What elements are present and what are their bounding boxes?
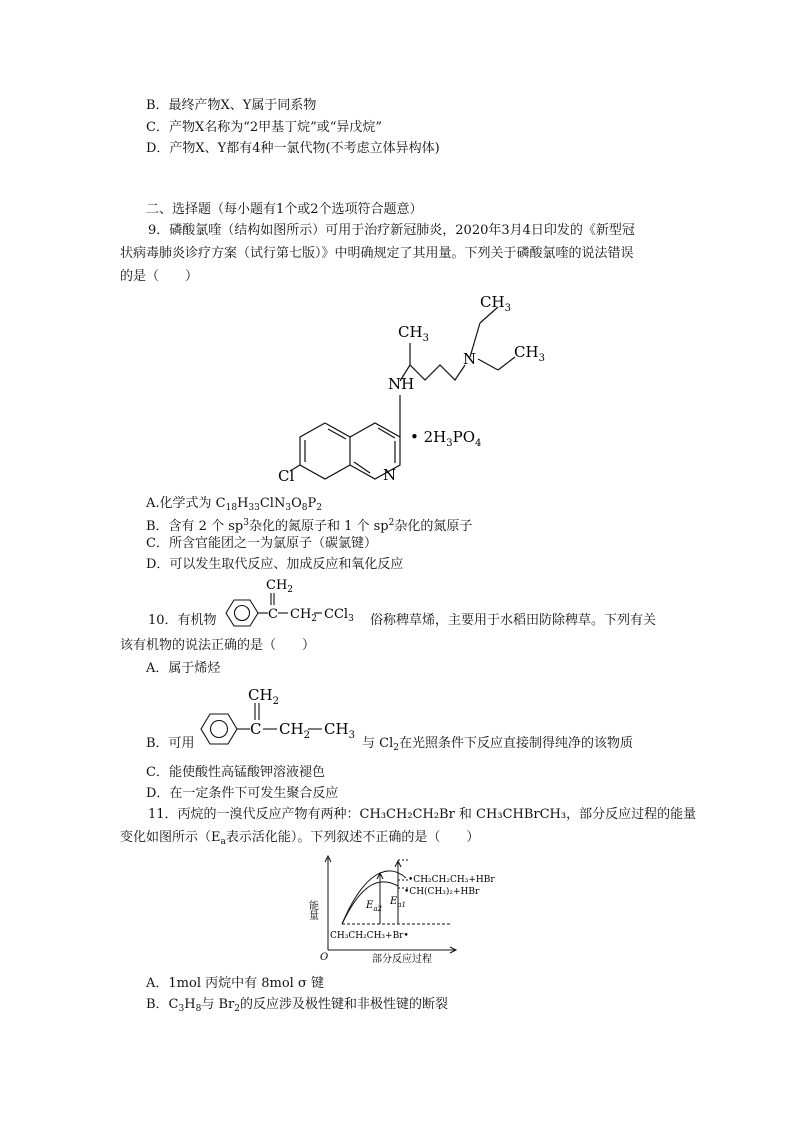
- q11-stem-line2-end: 表示活化能）。下列叙述不正确的是（ ）: [225, 830, 480, 845]
- q8-option-b: B．最终产物X、Y属于同系物: [146, 98, 317, 113]
- y-axis-label: 能量: [306, 900, 318, 920]
- x-axis-label: 部分反应过程: [372, 954, 432, 965]
- formula-part: 18: [225, 503, 238, 513]
- q11-option-b-end: 的反应涉及极性键和非极性键的断裂: [239, 997, 448, 1012]
- formula-part: 8: [195, 1004, 202, 1014]
- formula-part: 2: [234, 1004, 240, 1014]
- q9-option-c: C．所含官能团之一为氯原子（碳氯键）: [146, 536, 377, 551]
- ch3-mid-sub: 3: [422, 333, 429, 344]
- formula-part: 与 Br: [201, 997, 235, 1012]
- b-ch2-top-sub: 2: [272, 696, 279, 707]
- q11-stem-line1: 11．丙烷的一溴代反应产物有两种：CH₃CH₂CH₂Br 和 CH₃CHBrCH₃，部分反应过程的能量: [148, 807, 697, 822]
- q10-option-b-prefix: B．可用: [146, 736, 195, 751]
- formula-part: 2: [316, 503, 322, 513]
- energy-diagram: [308, 852, 518, 964]
- reactant-label: CH₃CH₂CH₃+Br•: [330, 931, 409, 941]
- q10-option-b-structure: [198, 683, 364, 753]
- q10-ccl3: CCl: [324, 607, 349, 622]
- salt-text: • 2H: [410, 428, 447, 446]
- q10-option-d: D．在一定条件下可发生聚合反应: [146, 786, 339, 801]
- origin-label: O: [320, 952, 329, 963]
- q10-ch2-top: CH: [266, 578, 288, 593]
- q10-option-b-cl-sub: 2: [393, 743, 399, 753]
- q9-option-b: [146, 514, 472, 536]
- q10-ccl3-sub: 3: [348, 614, 354, 624]
- q10-option-b-rest: 在光照条件下反应直接制得纯净的该物质: [398, 736, 633, 751]
- sp2-superscript: 2: [388, 518, 395, 528]
- svg-text:CH2: [266, 578, 293, 595]
- ea-subscript: a: [220, 837, 226, 847]
- q9-option-d: D．可以发生取代反应、加成反应和氧化反应: [146, 557, 404, 572]
- q10-ch2-chain: CH: [290, 607, 312, 622]
- chlorine-label: Cl: [278, 467, 295, 485]
- ea1-label: E: [390, 896, 398, 907]
- svg-text:CH3: [324, 720, 355, 741]
- sp3-superscript: 3: [243, 518, 249, 528]
- q9-stem-line3: 的是（ ）: [120, 269, 199, 284]
- ch3-right-text: CH: [514, 343, 539, 361]
- ea2-label: E: [366, 900, 374, 911]
- q11-option-a: A．1mol 丙烷中有 8mol σ 键: [146, 976, 324, 991]
- b-ch2-chain-sub: 2: [303, 730, 310, 741]
- salt-sub1: 3: [446, 438, 453, 449]
- ch3-mid-text: CH: [398, 323, 423, 341]
- svg-text:• 2H3PO4: [410, 428, 481, 449]
- ch3-top-sub: 3: [504, 303, 511, 314]
- b-ch2-chain: CH: [279, 720, 304, 738]
- salt-sub2: 4: [475, 438, 482, 449]
- formula-part: 3: [178, 1004, 185, 1014]
- ch3-right-sub: 3: [538, 353, 545, 364]
- b-ch3: CH: [324, 720, 349, 738]
- product-1-label: •CH₂CH₂CH₃+HBr: [408, 875, 495, 885]
- svg-text:CH3: [480, 293, 511, 314]
- q10-stem-line2: 该有机物的说法正确的是（ ）: [120, 638, 316, 653]
- q8-option-c: C．产物X名称为“2甲基丁烷”或“异戊烷”: [146, 120, 383, 135]
- svg-text:Ea1: [389, 896, 406, 909]
- q10-option-b-cl: 与 Cl: [362, 736, 394, 751]
- section-title: 二、选择题（每小题有1个或2个选项符合题意）: [146, 202, 423, 217]
- q10-structure: [218, 575, 370, 635]
- svg-text:CH2: [248, 686, 279, 707]
- svg-text:CH2: [290, 607, 317, 624]
- svg-text:CH3: [514, 343, 545, 364]
- formula-part: 3: [285, 503, 292, 513]
- salt-mid: PO: [452, 428, 476, 446]
- ea1-sub: a1: [397, 901, 406, 909]
- q10-option-b-suffix: [362, 735, 633, 757]
- formula-part: O: [291, 496, 302, 511]
- q10-stem-prefix: 10．有机物: [148, 613, 217, 628]
- svg-text:CCl3: [324, 607, 354, 624]
- q11-option-b: [146, 996, 448, 1018]
- b-c-atom: C: [250, 720, 262, 738]
- q9-option-a-prefix: A.化学式为 C: [146, 496, 226, 511]
- nh-label: NH: [388, 375, 415, 393]
- q10-stem-suffix: 俗称稗草烯，主要用于水稻田防除稗草。下列有关: [370, 613, 657, 628]
- ring-n-label: N: [383, 466, 397, 484]
- q8-option-d: D．产物X、Y都有4种一氯代物(不考虑立体异构体): [146, 141, 440, 156]
- b-ch2-top: CH: [248, 686, 273, 704]
- formula-part: 8: [301, 503, 308, 513]
- q9-option-b-middle: 杂化的氮原子和 1 个 sp: [248, 519, 389, 534]
- formula-part: ClN: [259, 496, 286, 511]
- svg-text:CH2: [279, 720, 310, 741]
- q9-stem-line1: 9．磷酸氯喹（结构如图所示）可用于治疗新冠肺炎，2020年3月4日印发的《新型冠: [148, 223, 635, 238]
- q10-c-atom: C: [268, 607, 278, 622]
- chloroquine-phosphate-structure: [270, 285, 560, 485]
- formula-part: H: [184, 997, 196, 1012]
- q11-stem-line2-prefix: 变化如图所示（E: [120, 830, 221, 845]
- product-2-label: •CH(CH₃)₂+HBr: [404, 887, 480, 897]
- formula-part: P: [307, 496, 317, 511]
- formula-part: H: [237, 496, 249, 511]
- q11-option-b-prefix: B．C: [146, 997, 179, 1012]
- q9-stem-line2: 状病毒肺炎诊疗方案（试行第七版）》中明确规定了其用量。下列关于磷酸氯喹的说法错误: [120, 246, 634, 261]
- q10-option-a: A．属于烯烃: [146, 661, 221, 676]
- q11-stem-line2: [120, 829, 479, 851]
- ch3-top-text: CH: [480, 293, 505, 311]
- q10-ch2-chain-sub: 2: [311, 614, 318, 624]
- q10-option-c: C．能使酸性高锰酸钾溶液褪色: [146, 765, 325, 780]
- formula-part: 33: [248, 503, 260, 513]
- svg-text:CH3: [398, 323, 429, 344]
- q9-option-b-prefix: B．含有 2 个 sp: [146, 519, 244, 534]
- b-ch3-sub: 3: [348, 730, 355, 741]
- q10-ch2-sub: 2: [287, 585, 294, 595]
- amine-n-label: N: [463, 350, 477, 368]
- q9-option-b-end: 杂化的氮原子: [394, 519, 473, 534]
- ea2-sub: a2: [373, 905, 382, 913]
